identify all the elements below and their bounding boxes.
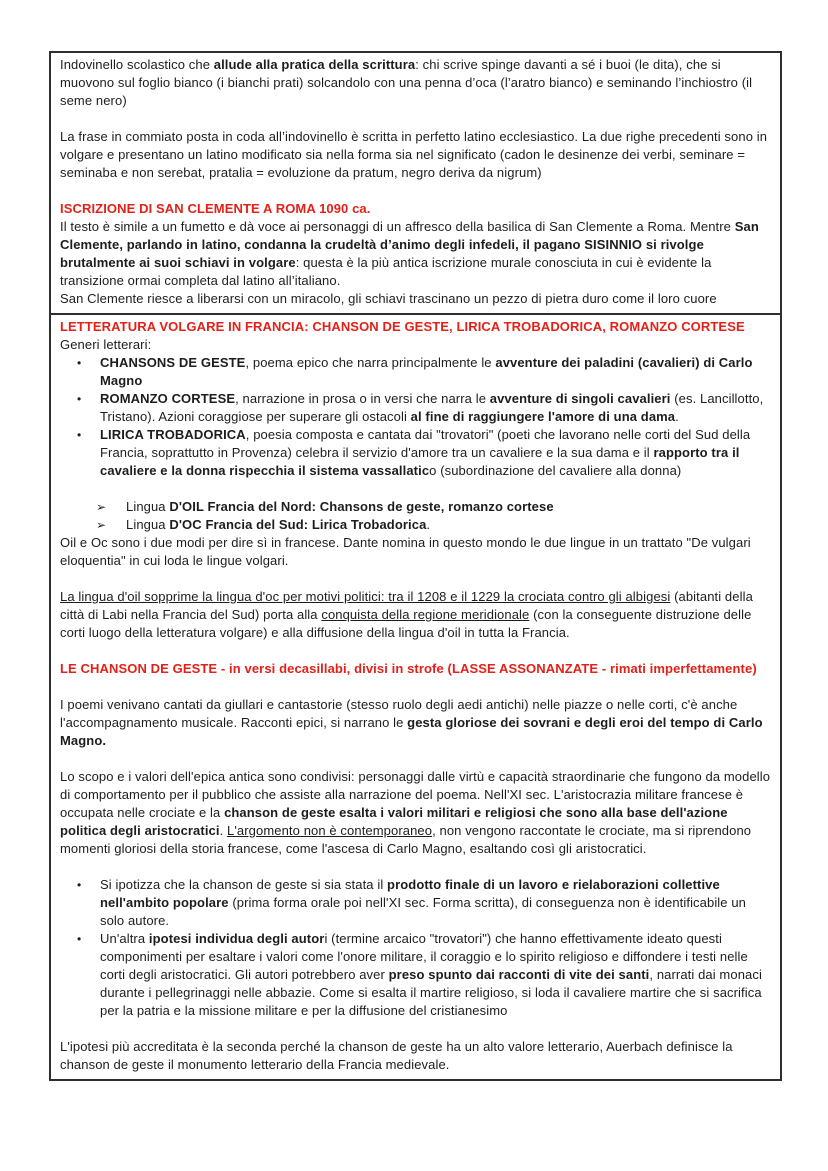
- bullet-icon: •: [77, 428, 82, 442]
- list-item-text: [126, 499, 554, 514]
- text-run: i (termine arcaico "trovatori") che hanno effettivamente ideato questi componimenti per esaltare i valori come l'onore militare, il coraggio e lo spirito religioso e diffondere i testi nelle corti degli aristocratici. Gli autori potrebbero aver: [100, 931, 748, 982]
- text-run: Si ipotizza che la chanson de geste si sia stata il: [100, 877, 388, 892]
- text-run: .: [426, 517, 431, 532]
- blank-line: [60, 480, 771, 498]
- text-run: conquista della regione meridionale: [321, 607, 530, 622]
- list-item: [60, 516, 771, 534]
- paragraph: [60, 588, 771, 642]
- list-item-text: [100, 427, 750, 478]
- blank-line: [60, 1020, 771, 1038]
- arrow-icon: ➢: [96, 500, 107, 514]
- section-heading: [60, 318, 771, 336]
- text-run: (prima forma orale poi nell'XI sec. Forma scritta), di conseguenza non è identificabile un solo autore.: [100, 895, 746, 928]
- text-run: LE CHANSON DE GESTE - in versi decasillabi, divisi in strofe (LASSE ASSONANZATE - rimati imperfettamente): [60, 661, 757, 676]
- text-run: La lingua d'oil sopprime la lingua d'oc per motivi politici: tra il 1208 e il 1229 la crociata contro gli albigesi: [60, 589, 671, 604]
- text-run: avventure di singoli cavalieri: [489, 391, 671, 406]
- text-run: al fine di raggiungere l'amore di una dama: [410, 409, 676, 424]
- text-run: (abitanti della città di Labi nella Francia del Sud) porta alla: [60, 589, 753, 622]
- list-item-text: [100, 355, 753, 388]
- text-run: LETTERATURA VOLGARE IN FRANCIA: CHANSON DE GESTE, LIRICA TROBADORICA, ROMANZO CORTESE: [60, 319, 745, 334]
- text-run: ISCRIZIONE DI SAN CLEMENTE A ROMA 1090 ca.: [60, 201, 371, 216]
- text-run: ipotesi individua degli autor: [148, 931, 325, 946]
- paragraph: [60, 768, 771, 858]
- list-item-text: [100, 931, 762, 1018]
- bullet-list: [60, 876, 771, 1020]
- arrow-icon: ➢: [96, 518, 107, 532]
- text-run: , non vengono raccontate le crociate, ma si riprendono momenti gloriosi della storia francese, come l'ascesa di Carlo Magno, esaltando così gli aristocratici.: [60, 823, 752, 856]
- blank-line: [60, 182, 771, 200]
- text-run: LIRICA TROBADORICA: [100, 427, 246, 442]
- text-run: prodotto finale di un lavoro e rielaborazioni collettive nell'ambito popolare: [100, 877, 720, 910]
- text-run: avventure dei paladini (cavalieri) di Carlo Magno: [100, 355, 753, 388]
- bullet-icon: •: [77, 878, 82, 892]
- text-run: .: [219, 823, 228, 838]
- text-run: o (subordinazione del cavaliere alla donna): [429, 463, 682, 478]
- blank-line: [60, 110, 771, 128]
- text-run: : questa è la più antica iscrizione murale conosciuta in cui è evidente la transizione ormai completa dal latino all’italiano.: [60, 255, 712, 288]
- text-run: Generi letterari:: [60, 337, 152, 352]
- bullet-icon: •: [77, 356, 82, 370]
- bullet-list: [60, 354, 771, 480]
- text-run: allude alla pratica della scrittura: [213, 57, 416, 72]
- bullet-icon: •: [77, 932, 82, 946]
- list-item: [60, 498, 771, 516]
- text-run: Un'altra: [100, 931, 149, 946]
- list-item-text: [126, 517, 430, 532]
- text-run: preso spunto dai racconti di vite dei santi: [388, 967, 650, 982]
- list-item-text: [100, 391, 763, 424]
- text-run: : chi scrive spinge davanti a sé i buoi (le dita), che si muovono sul foglio bianco (i bianchi prati) solcandolo con una penna d’oca (l’aratro bianco) e seminando l’inchiostro (il seme nero): [60, 57, 753, 108]
- text-run: L'ipotesi più accreditata è la seconda perché la chanson de geste ha un alto valore letterario, Auerbach definisce la chanson de geste il monumento letterario della Francia medievale.: [60, 1039, 733, 1072]
- paragraph: [60, 1038, 771, 1074]
- document-body: [49, 51, 782, 1081]
- text-run: , narrazione in prosa o in versi che narra le: [235, 391, 490, 406]
- list-item-text: [100, 877, 746, 928]
- blank-line: [60, 678, 771, 696]
- blank-line: [60, 642, 771, 660]
- text-run: (con la conseguente distruzione delle corti luogo della letteratura volgare) e alla diffusione della lingua d'oil in tutta la Francia.: [60, 607, 752, 640]
- blank-line: [60, 858, 771, 876]
- text-run: rapporto tra il cavaliere e la donna rispecchia il sistema vassallatic: [100, 445, 740, 478]
- list-item: [60, 390, 771, 426]
- paragraph: [60, 336, 771, 354]
- text-run: Oil e Oc sono i due modi per dire sì in francese. Dante nomina in questo mondo le due lingue in un trattato "De vulgari eloquentia" in cui loda le lingue volgari.: [60, 535, 751, 568]
- paragraph: [60, 534, 771, 570]
- text-run: Lingua: [126, 499, 170, 514]
- text-run: I poemi venivano cantati da giullari e cantastorie (stesso ruolo degli aedi antichi) nelle piazze o nelle corti, c'è anche l'accompagnamento musicale. Racconti epici, si narrano le: [60, 697, 738, 730]
- arrow-list: [60, 498, 771, 534]
- bullet-icon: •: [77, 392, 82, 406]
- list-item: [60, 930, 771, 1020]
- text-run: D'OC Francia del Sud: Lirica Trobadorica: [169, 517, 427, 532]
- paragraph: [60, 218, 771, 290]
- text-run: D'OIL Francia del Nord: Chansons de geste, romanzo cortese: [169, 499, 554, 514]
- list-item: [60, 876, 771, 930]
- paragraph: [60, 56, 771, 110]
- text-run: .: [675, 409, 679, 424]
- text-run: , poema epico che narra principalmente le: [245, 355, 496, 370]
- text-run: gesta gloriose dei sovrani e degli eroi del tempo di Carlo Magno.: [60, 715, 763, 748]
- section-indovinello-e-san-clemente: [49, 51, 782, 315]
- text-run: Il testo è simile a un fumetto e dà voce ai personaggi di un affresco della basilica di San Clemente a Roma. Mentre: [60, 219, 735, 234]
- text-run: chanson de geste esalta i valori militari e religiosi che sono alla base dell'azione politica degli aristocratici: [60, 805, 728, 838]
- list-item: [60, 426, 771, 480]
- blank-line: [60, 750, 771, 768]
- paragraph: [60, 696, 771, 750]
- section-heading: [60, 660, 771, 678]
- text-run: Indovinello scolastico che: [60, 57, 214, 72]
- text-run: ROMANZO CORTESE: [100, 391, 236, 406]
- text-run: L'argomento non è contemporaneo: [227, 823, 433, 838]
- section-heading: [60, 200, 771, 218]
- text-run: CHANSONS DE GESTE: [100, 355, 246, 370]
- text-run: (es. Lancillotto, Tristano). Azioni coraggiose per superare gli ostacoli: [100, 391, 764, 424]
- list-item: [60, 354, 771, 390]
- text-run: Lo scopo e i valori dell'epica antica sono condivisi: personaggi dalle virtù e capacità straordinarie che fungono da modello di comportamento per il pubblico che assiste alla narrazione del poema. Nell'XI sec. L'aristocrazia militare francese è occupata nelle crociate e la: [60, 769, 771, 820]
- paragraph: [60, 128, 771, 182]
- blank-line: [60, 570, 771, 588]
- text-run: La frase in commiato posta in coda all’indovinello è scritta in perfetto latino ecclesiastico. La due righe precedenti sono in volgare e presentano un latino modificato sia nella forma sia nel significato (cadon le desinenze dei verbi, seminare = seminaba e non serebat, pratalia = evoluzione da pratum, negro deriva da nigrum): [60, 129, 768, 180]
- text-run: , poesia composta e cantata dai "trovatori" (poeti che lavorano nelle corti del Sud della Francia, soprattutto in Provenza) celebra il servizio d'amore tra un cavaliere e la sua dama e il: [100, 427, 751, 460]
- text-run: San Clemente, parlando in latino, condanna la crudeltà d’animo degli infedeli, il pagano SISINNIO si rivolge brutalmente ai suoi schiavi in volgare: [60, 219, 759, 270]
- section-letteratura-volgare-in-francia: [49, 313, 782, 1081]
- text-run: , narrati dai monaci durante i pellegrinaggi nelle abbazie. Come si esalta il martire religioso, si loda il cavaliere martire che si sacrifica per la patria e la missione militare e per la diffusione del cristianesimo: [100, 967, 762, 1018]
- text-run: Lingua: [126, 517, 170, 532]
- paragraph: [60, 290, 771, 308]
- text-run: San Clemente riesce a liberarsi con un miracolo, gli schiavi trascinano un pezzo di pietra duro come il loro cuore: [60, 291, 717, 306]
